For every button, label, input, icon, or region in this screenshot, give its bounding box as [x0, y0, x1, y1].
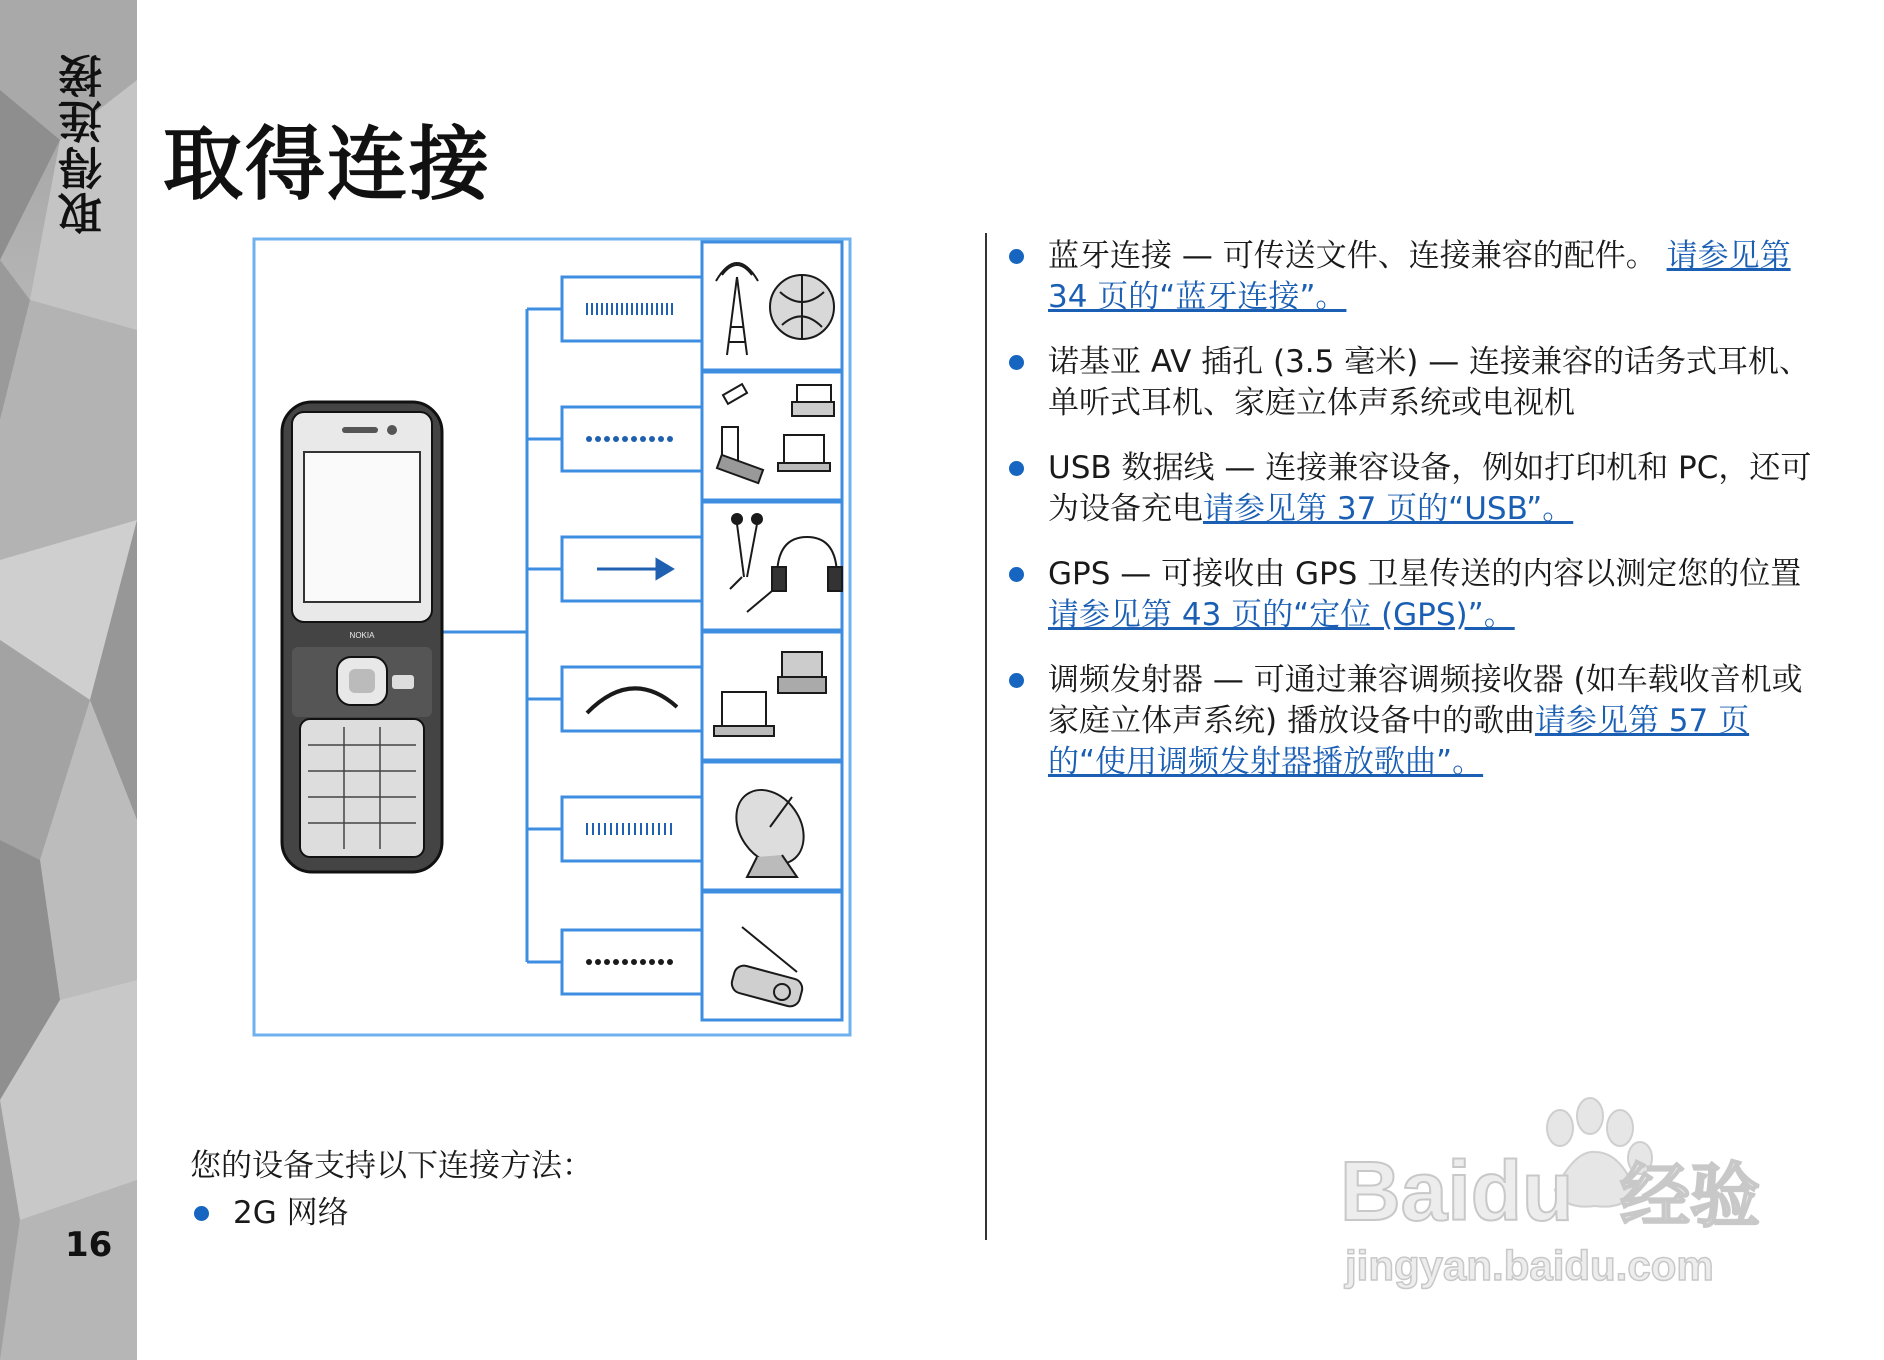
list-item-text: GPS — 可接收由 GPS 卫星传送的内容以测定您的位置 — [1048, 556, 1802, 592]
list-item — [1005, 660, 1825, 783]
watermark-url: jingyan.baidu.com — [1345, 1242, 1714, 1289]
bullet-icon — [1009, 673, 1024, 688]
list-item — [1005, 342, 1825, 424]
list-item-text: 调频发射器 — 可通过兼容调频接收器 (如车载收音机或家庭立体声系统) 播放设备中的歌曲 — [1048, 662, 1803, 739]
page-number: 16 — [65, 1225, 113, 1265]
cross-reference-link[interactable]: 请参见第 34 页的“蓝牙连接”。 — [1048, 238, 1791, 315]
column-divider — [985, 233, 987, 1240]
connection-diagram — [252, 237, 852, 1037]
usb-printer-icon — [778, 652, 826, 693]
connection-list-left — [190, 1193, 349, 1258]
list-item-text: 2G 网络 — [233, 1195, 349, 1231]
bullet-icon — [1009, 355, 1024, 370]
bullet-icon — [1009, 461, 1024, 476]
phone-illustration — [282, 402, 442, 872]
cross-reference-link[interactable]: 请参见第 57 页的“使用调频发射器播放歌曲”。 — [1048, 703, 1750, 780]
baidu-watermark — [1335, 1080, 1795, 1300]
page-title: 取得连接 — [163, 118, 491, 211]
globe-icon — [770, 275, 834, 339]
list-item — [190, 1193, 349, 1234]
watermark-suffix: 经验 — [1620, 1155, 1760, 1237]
bullet-icon — [194, 1206, 209, 1221]
bullet-icon — [1009, 567, 1024, 582]
list-item-text: USB 数据线 — 连接兼容设备，例如打印机和 PC，还可为设备充电 — [1048, 450, 1812, 527]
list-item — [1005, 554, 1825, 636]
phone-keypad — [300, 719, 424, 857]
list-item — [1005, 448, 1825, 530]
list-item — [1005, 236, 1825, 318]
connection-list-right — [1005, 236, 1825, 807]
bullet-icon — [1009, 249, 1024, 264]
connection-diagram-svg — [252, 237, 852, 1037]
signal-box-gps — [562, 797, 702, 861]
list-item-text: 诺基亚 AV 插孔 (3.5 毫米) — 连接兼容的话务式耳机、单听式耳机、家庭立体声系统或电视机 — [1048, 344, 1811, 421]
signal-box-usb — [562, 667, 702, 731]
cross-reference-link[interactable]: 请参见第 43 页的“定位 (GPS)”。 — [1048, 597, 1515, 633]
phone-screen — [304, 452, 420, 602]
cross-reference-link[interactable]: 请参见第 37 页的“USB”。 — [1203, 491, 1574, 527]
watermark-brand: Baidu — [1340, 1144, 1574, 1238]
intro-text: 您的设备支持以下连接方法： — [190, 1148, 593, 1184]
list-item-text: 蓝牙连接 — 可传送文件、连接兼容的配件。 — [1048, 238, 1657, 274]
phone-brand-label: NOKIA — [349, 631, 375, 640]
sidebar-strip — [0, 0, 137, 1360]
sidebar-section-title: 取得连接 — [59, 52, 110, 236]
satellite-waves-icon — [587, 823, 671, 835]
